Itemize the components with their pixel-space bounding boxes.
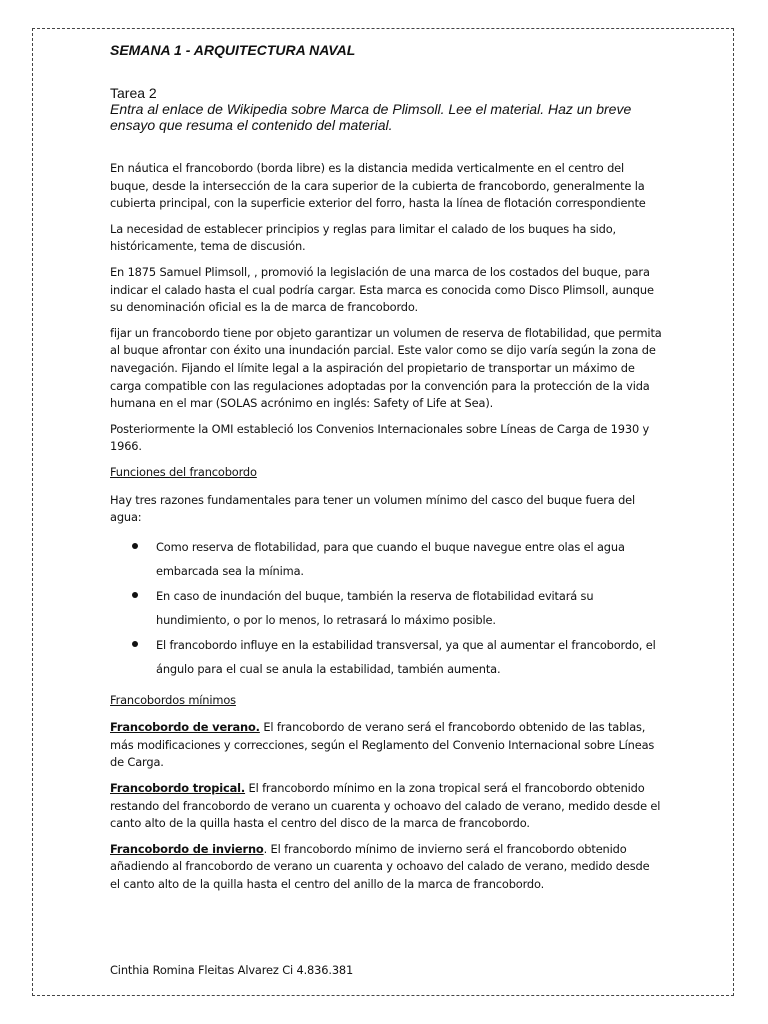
- task-instructions: Entra al enlace de Wikipedia sobre Marca de Plimsoll. Lee el material. Haz un breve ensayo que resuma el contenido del material.: [110, 101, 632, 133]
- section-heading-functions: Funciones del francobordo: [110, 464, 257, 479]
- term-text: El francobordo de verano será el francobordo obtenido de las tablas, más modificaciones y correcciones, según el Reglamento del Convenio Internacional sobre Líneas de Carga.: [110, 720, 655, 770]
- list-item: [110, 633, 662, 682]
- functions-intro: Hay tres razones fundamentales para tener un volumen mínimo del casco del buque fuera del agua:: [110, 492, 636, 525]
- list-item-text: Como reserva de flotabilidad, para que cuando el buque navegue entre olas el agua embarcada sea la mínima.: [156, 539, 625, 579]
- term-label: Francobordo de invierno: [110, 841, 264, 856]
- term-label: Francobordo tropical.: [110, 781, 246, 796]
- term-text: . El francobordo mínimo de invierno será el francobordo obtenido añadiendo al francobordo de verano un cuarenta y ochoavo del calado de verano, medido desde el canto alto de la quilla hasta el centro del anillo de la marca de francobordo.: [110, 841, 650, 892]
- paragraph: La necesidad de establecer principios y reglas para limitar el calado de los buques ha sido, históricamente, tema de discusión.: [110, 221, 616, 254]
- minimum-winter: [110, 841, 662, 894]
- document-body: [110, 41, 662, 902]
- list-item: [110, 584, 662, 633]
- bullet-icon: [132, 592, 138, 598]
- section-heading-minimums: Francobordos mínimos: [110, 692, 236, 707]
- paragraph: En 1875 Samuel Plimsoll, , promovió la legislación de una marca de los costados del buque, para indicar el calado hasta el cual podría cargar. Esta marca es conocida como Disco Plimsoll, aunque su denominación oficial es la de marca de francobordo.: [110, 264, 654, 315]
- list-item-text: El francobordo influye en la estabilidad transversal, ya que al aumentar el francobordo, el ángulo para el cual se anula la estabilidad, también aumenta.: [156, 637, 656, 677]
- minimum-summer: [110, 719, 662, 772]
- paragraph: fijar un francobordo tiene por objeto garantizar un volumen de reserva de flotabilidad, que permita al buque afrontar con éxito una inundación parcial. Este valor como se dijo varía según la zona de navegación. Fijando el límite legal a la aspiración del propietario de transportar un máximo de carga compatible con las regulaciones adoptadas por la convención para la protección de la vida humana en el mar (SOLAS acrónimo en inglés: Safety of Life at Sea).: [110, 325, 662, 411]
- document-title: SEMANA 1 - ARQUITECTURA NAVAL: [110, 42, 356, 58]
- list-item-text: En caso de inundación del buque, también la reserva de flotabilidad evitará su hundimiento, o por lo menos, lo retrasará lo máximo posible.: [156, 588, 594, 628]
- task-title: Tarea 2: [110, 85, 157, 101]
- term-text: El francobordo mínimo en la zona tropical será el francobordo obtenido restando del francobordo de verano un cuarenta y ochoavo del calado de verano, medido desde el canto alto de la quilla hasta el centro del disco de la marca de francobordo.: [110, 781, 661, 831]
- minimum-tropical: [110, 780, 662, 833]
- list-item: [110, 535, 662, 584]
- paragraph: En náutica el francobordo (borda libre) es la distancia medida verticalmente en el centro del buque, desde la intersección de la cara superior de la cubierta de francobordo, generalmente la cubierta principal, con la superficie exterior del forro, hasta la línea de flotación correspondiente: [110, 161, 646, 211]
- term-label: Francobordo de verano.: [110, 720, 260, 735]
- bullet-icon: [132, 543, 138, 549]
- functions-list: [110, 535, 662, 682]
- paragraph: Posteriormente la OMI estableció los Convenios Internacionales sobre Líneas de Carga de 1930 y 1966.: [110, 421, 650, 454]
- bullet-icon: [132, 641, 138, 647]
- footer-author: Cinthia Romina Fleitas Alvarez Ci 4.836.381: [110, 963, 354, 977]
